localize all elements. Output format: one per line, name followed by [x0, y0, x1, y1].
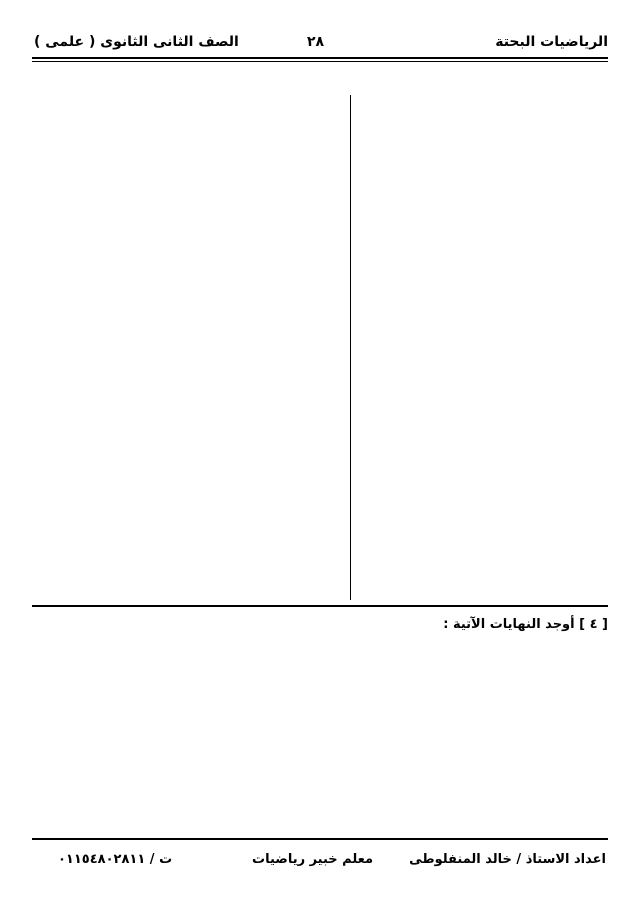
- grade-title: الصف الثانى الثانوى ( علمى ): [34, 34, 239, 50]
- footer-phone: ت / ٠١١٥٤٨٠٢٨١١: [58, 852, 173, 867]
- page-number: ٢٨: [307, 34, 325, 50]
- subject-title: الرياضيات البحتة: [495, 34, 608, 50]
- column-divider: [350, 95, 351, 600]
- footer-rule: [32, 838, 608, 840]
- header-rule-thin: [32, 61, 608, 62]
- footer-role: معلم خبير رياضيات: [252, 852, 374, 867]
- section-rule: [32, 605, 608, 607]
- header-rule: [32, 57, 608, 59]
- footer-author: اعداد الاستاذ / خالد المنفلوطى: [409, 852, 606, 867]
- section-title: [ ٤ ] أوجد النهايات الآتية :: [443, 617, 608, 632]
